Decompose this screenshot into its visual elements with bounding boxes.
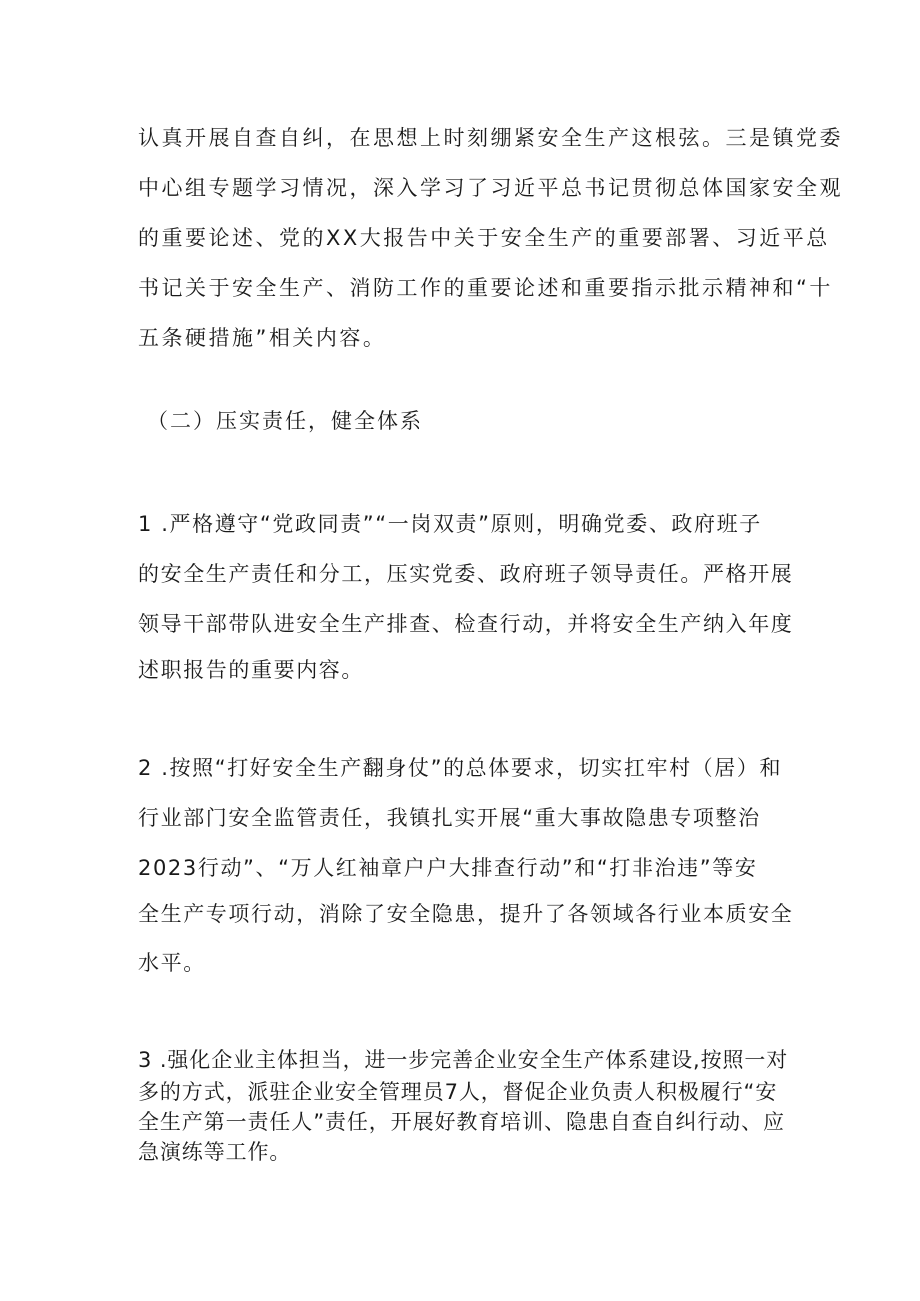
- paragraph-3-line-2: 行业部门安全监管责任，我镇扎实开展“重大事故隐患专项整治: [138, 806, 761, 830]
- paragraph-4-line-1: 3 .强化企业主体担当，进一步完善企业安全生产体系建设,按照一对: [138, 1048, 789, 1072]
- paragraph-1-line-2: 中心组专题学习情况，深入学习了习近平总书记贯彻总体国家安全观: [138, 176, 843, 200]
- paragraph-3-line-1: 2 .按照“打好安全生产翻身仗”的总体要求，切实扛牢村（居）和: [138, 756, 783, 780]
- paragraph-3-line-4: 全生产专项行动，消除了安全隐患，提升了各领域各行业本质安全: [138, 902, 794, 926]
- section-heading: （二）压实责任，健全体系: [147, 409, 423, 433]
- paragraph-2-line-2: 的安全生产责任和分工，压实党委、政府班子领导责任。严格开展: [138, 562, 794, 586]
- paragraph-4-line-4: 急演练等工作。: [138, 1140, 292, 1164]
- paragraph-1-line-4: 书记关于安全生产、消防工作的重要论述和重要指示批示精神和“十: [138, 276, 833, 300]
- paragraph-4-line-3: 全生产第一责任人”责任，开展好教育培训、隐患自查自纠行动、应: [138, 1110, 785, 1134]
- paragraph-1-line-1: 认真开展自查自纠，在思想上时刻绷紧安全生产这根弦。三是镇党委: [138, 126, 843, 150]
- paragraph-2-line-4: 述职报告的重要内容。: [138, 658, 364, 682]
- paragraph-3-line-3: 2023行动”、“万人红袖章户户大排查行动”和“打非治违”等安: [138, 856, 758, 880]
- paragraph-3-line-5: 水平。: [138, 951, 206, 975]
- paragraph-4-line-2: 多的方式，派驻企业安全管理员7人，督促企业负责人积极履行“安: [138, 1080, 778, 1104]
- paragraph-1-line-5: 五条硬措施”相关内容。: [138, 326, 387, 350]
- paragraph-1-line-3: 的重要论述、党的XX大报告中关于安全生产的重要部署、习近平总: [138, 226, 830, 250]
- paragraph-2-line-1: 1 .严格遵守“党政同责”“一岗双责”原则，明确党委、政府班子: [138, 512, 762, 536]
- paragraph-2-line-3: 领导干部带队进安全生产排查、检查行动，并将安全生产纳入年度: [138, 612, 794, 636]
